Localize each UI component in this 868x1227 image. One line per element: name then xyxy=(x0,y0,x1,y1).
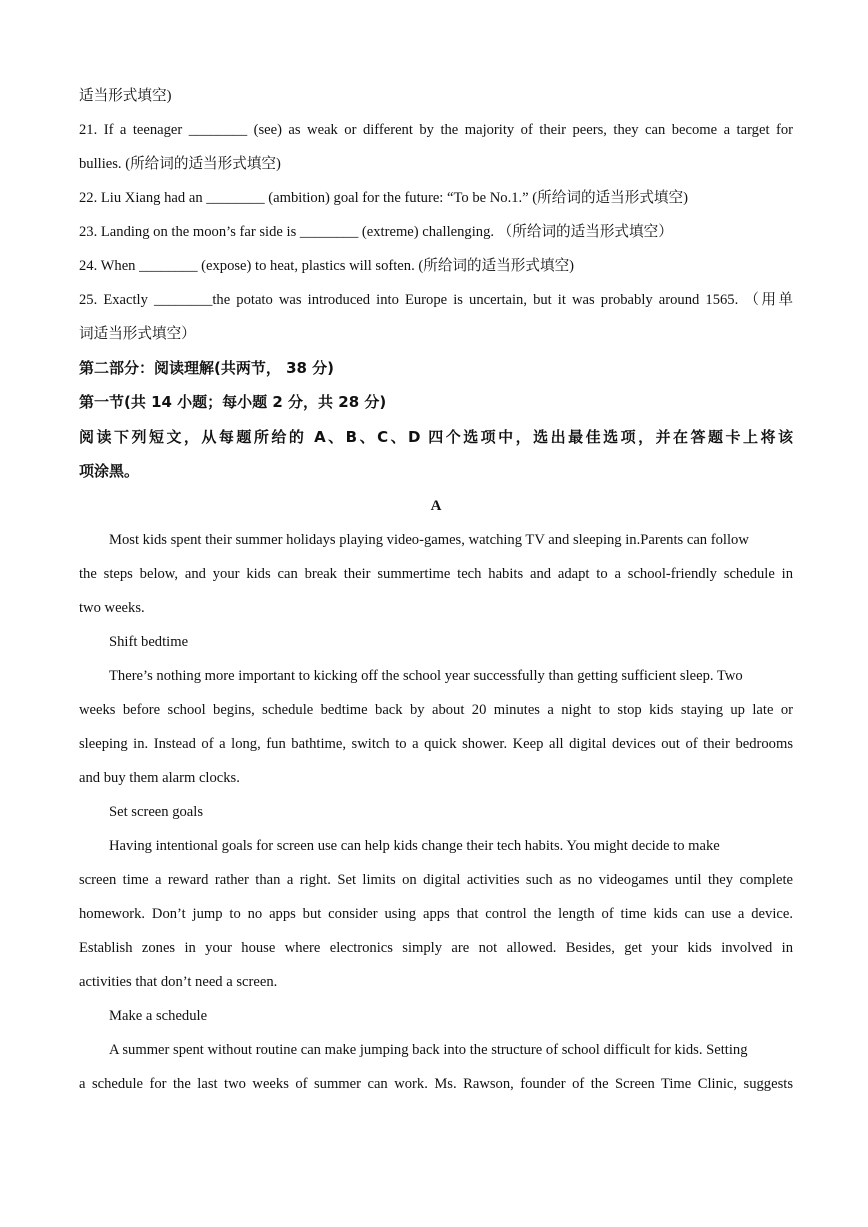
question-25: 25. Exactly ________the potato was introduced into Europe is uncertain, but it was probably around 1565. （用单 xyxy=(79,292,793,308)
passage-line: Most kids spent their summer holidays playing video-games, watching TV and sleeping in.Parents can follow xyxy=(109,532,749,548)
passage-line: homework. Don’t jump to no apps but consider using apps that control the length of time kids can use a device. xyxy=(79,906,793,922)
question-20-tail: 适当形式填空) xyxy=(79,88,172,104)
passage-line: the steps below, and your kids can break their summertime tech habits and adapt to a school-friendly schedule in xyxy=(79,566,793,582)
passage-line: There’s nothing more important to kicking off the school year successfully than getting sufficient sleep. Two xyxy=(109,668,743,684)
instruction-line-1: 阅读下列短文，从每题所给的 A、B、C、D 四个选项中，选出最佳选项，并在答题卡上将该 xyxy=(79,428,793,446)
passage-line: Having intentional goals for screen use can help kids change their tech habits. You might decide to make xyxy=(109,838,720,854)
question-23: 23. Landing on the moon’s far side is ________ (extreme) challenging. （所给词的适当形式填空） xyxy=(79,224,673,240)
question-22: 22. Liu Xiang had an ________ (ambition) goal for the future: “To be No.1.” (所给词的适当形式填空) xyxy=(79,190,688,206)
passage-subheading: Make a schedule xyxy=(109,1008,208,1024)
question-21: 21. If a teenager ________ (see) as weak or different by the majority of their peers, they can become a target for xyxy=(79,122,793,138)
passage-line: weeks before school begins, schedule bedtime back by about 20 minutes a night to stop kids staying up late or xyxy=(79,702,793,718)
passage-line: activities that don’t need a screen. xyxy=(79,974,278,990)
passage-line: and buy them alarm clocks. xyxy=(79,770,240,786)
subsection-title: 第一节(共 14 小题；每小题 2 分，共 28 分) xyxy=(79,393,387,411)
question-25-tail: 词适当形式填空） xyxy=(79,326,196,342)
passage-line: two weeks. xyxy=(79,600,145,616)
passage-subheading: Set screen goals xyxy=(109,804,204,820)
question-24: 24. When ________ (expose) to heat, plastics will soften. (所给词的适当形式填空) xyxy=(79,258,575,274)
passage-line: sleeping in. Instead of a long, fun bathtime, switch to a quick shower. Keep all digital devices out of their bedrooms xyxy=(79,736,793,752)
passage-label: A xyxy=(430,498,442,514)
passage-line: A summer spent without routine can make jumping back into the structure of school difficult for kids. Setting xyxy=(109,1042,748,1058)
passage-line: Establish zones in your house where electronics simply are not allowed. Besides, get your kids involved in xyxy=(79,940,793,956)
passage-subheading: Shift bedtime xyxy=(109,634,189,650)
passage-line: screen time a reward rather than a right. Set limits on digital activities such as no videogames until they complete xyxy=(79,872,793,888)
passage-line: a schedule for the last two weeks of summer can work. Ms. Rawson, founder of the Screen Time Clinic, suggests xyxy=(79,1076,793,1092)
question-21-tail: bullies. (所给词的适当形式填空) xyxy=(79,156,281,172)
part-title: 第二部分：阅读理解(共两节， 38 分) xyxy=(79,359,335,377)
instruction-line-2: 项涂黑。 xyxy=(79,462,140,480)
